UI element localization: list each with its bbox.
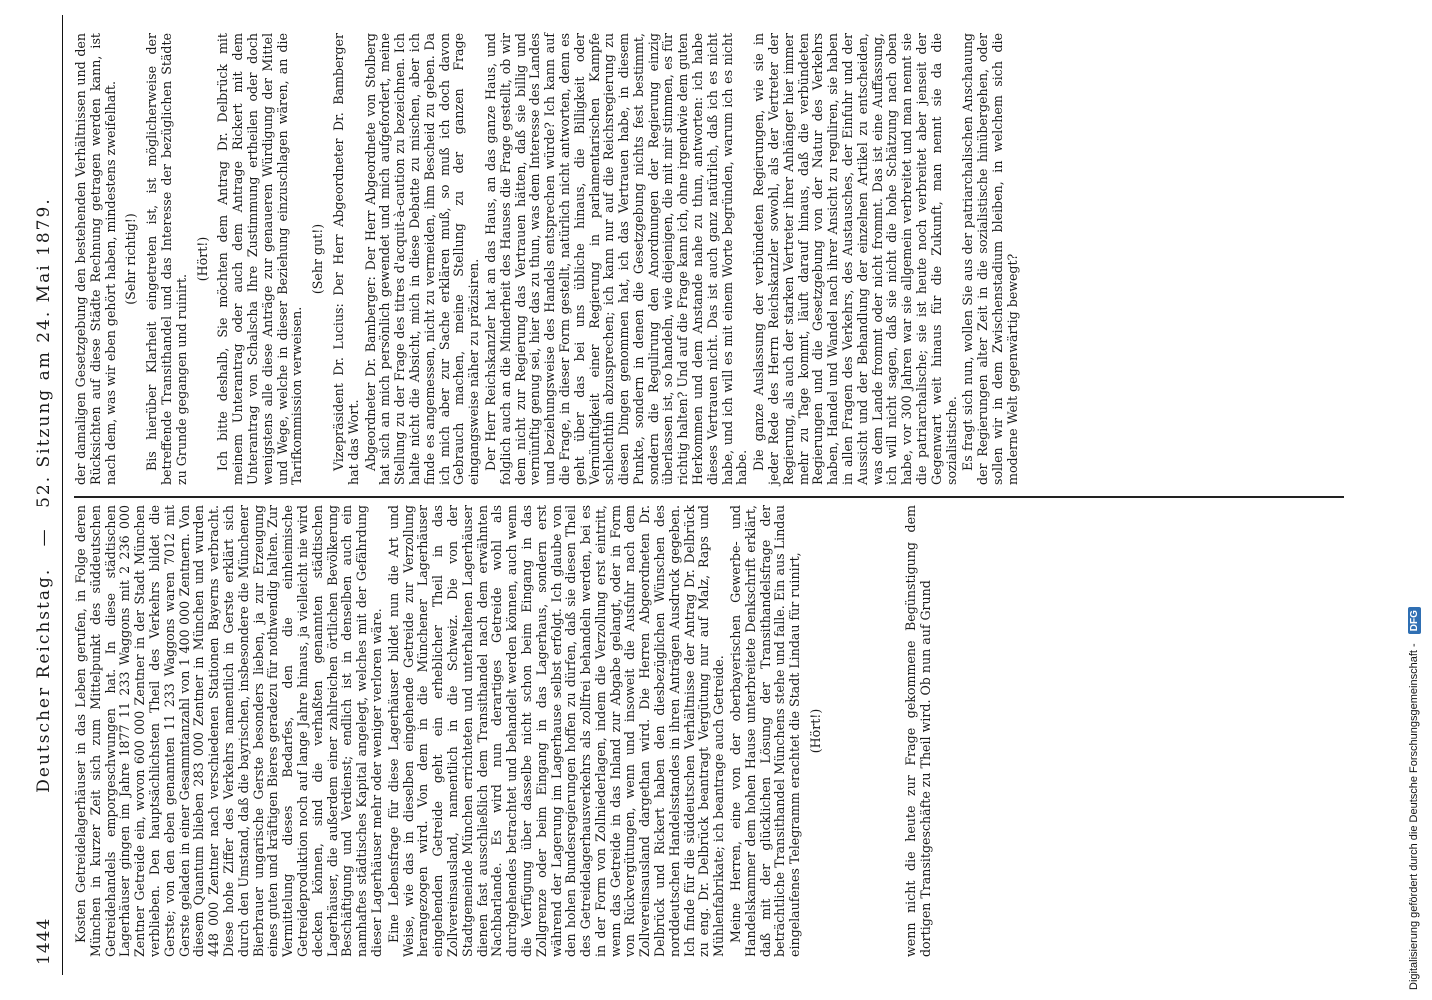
title-separator: — xyxy=(34,529,54,547)
paragraph: wenn nicht die heute zur Frage gekommene Begünstigung dem dortigen Transitgeschäfte zu Theil wird. Ob nun auf Grund xyxy=(903,505,933,957)
paragraph: Der Herr Reichskanzler hat an das Haus, an das ganze Haus, und folglich auch an die Minderheit des Hauses die Frage gestellt, ob wir dem nicht zur Regierung das Vertrauen hätten, daß sie billig und vernünftig genug sei, hier das zu thun, was dem Interesse des Landes und beziehungsweise des Handels entsprechen würde? Ich kann auf die Frage, in dieser Form gestellt, natürlich nicht antworten, denn es geht über das bei uns übliche hinaus, die Billigkeit oder Vernünftigkeit einer Regierung in parlamentarischen Kampfe schlechthin abzusprechen; ich kann nur auf die Reichsregierung zu diesen Dingen genommen hat, ich das Vertrauen habe, in diesem Punkte, sondern in denen die Gesetzgebung nichts fest bestimmt, sondern die Regulirung den Anordnungen der Regierung einzig überlassen ist, so handeln, wie diejenigen, die mit mir stimmen, es für richtig halten? Und auf die Frage kann ich, ohne irgendwie dem guten Herkommen und dem Anstande nahe zu thun, antworten: ich habe dieses Vertrauen nicht. Das ist auch ganz natürlich, daß ich es nicht habe, und ich will es mit einem Worte begründen, warum ich es nicht habe. xyxy=(482,33,750,485)
session-title: 52. Sitzung am 24. Mai 1879. xyxy=(34,197,54,508)
interjection: (Hört!) xyxy=(194,236,210,282)
publication-title: Deutscher Reichstag. xyxy=(34,567,54,793)
paragraph: Kosten Getreidelagerhäuser in das Leben gerufen, in Folge deren München in kurzer Zeit sich zum Mittelpunkt des süddeutschen Getreidehandels emporgeschwungen hat. In diese städtischen Lagerhäuser gingen im Jahre 1877 11 233 Waggons mit 2 236 000 Zentner Getreide ein, wovon 600 000 Zentner in der Stadt München verblieben. Den hauptsächlichsten Theil des Verkehrs bildet die Gerste; von den eben genannten 11 233 Waggons waren 7012 mit Gerste geladen in einer Gesammtanzahl von 1 400 000 Zentnern. Von diesem Quantum blieben 283 000 Zentner in München und wurden 448 000 Zentner nach verschiedenen Stationen Bayerns verbracht. Diese hohe Ziffer des Verkehrs namentlich in Gerste erklärt sich durch den Umstand, daß die bayrischen, insbesondere die Münchener Bierbrauer ungarische Gerste besonders lieben, ja zur Erzeugung eines guten und kräftigen Bieres geradezu für nothwendig halten. Zur Vermittelung dieses Bedarfes, den die einheimische Getreideproduktion noch auf lange Jahre hinaus, ja vielleicht nie wird decken können, sind die verhaßten genannten städtischen Lagerhäuser, die außerdem einer zahlreichen örtlichen Bevölkerung Beschäftigung und Verdienst; endlich ist in denselben auch ein namhaftes städtisches Kapital angelegt, welches mit der Gefährdung dieser Lagerhäuser mehr oder weniger verloren wäre. xyxy=(73,505,384,957)
digitization-credit xyxy=(1408,15,1421,990)
interjection: (Hört!) xyxy=(808,708,824,754)
paragraph: der damaligen Gesetzgebung den bestehenden Verhältnissen und den Rücksichten auf diese Städte Rechnung getragen werden kann, ist nach dem, was wir eben gehört haben, mindestens zweifelhaft. xyxy=(73,33,118,485)
dfg-logo: DFG xyxy=(1408,607,1421,634)
speaker-paragraph: Vizepräsident Dr. Lucius: Der Herr Abgeordneter Dr. Bamberger hat das Wort. xyxy=(330,33,361,485)
paragraph: Eine Lebensfrage für diese Lagerhäuser bildet nun die Art und Weise, wie das in dieselben eingehende Getreide zur Verzollung herangezogen wird. Von dem in die Münchener Lagerhäuser eingehenden Getreide geht ein erheblicher Theil in das Zollvereinsausland, namentlich in die Schweiz. Die von der Stadtgemeinde München errichteten und unterhaltenen Lagerhäuser dienen fast ausschließlich dem Transithandel nach dem erwähnten Nachbarlande. Es wird nun derartiges Getreide wohl als durchgehendes betrachtet und behandelt werden können, auch wenn die Verfügung über dasselbe nicht schon beim Eingang in das Zollgrenze oder beim Eingang in das Lagerhaus, sondern erst während der Lagerung im Lagerhause selbst erfolgt. Ich glaube von den hohen Bundesregierungen hoffen zu dürfen, daß sie diesen Theil des Getreidelagerhausverkehrs als zollfrei behandeln werden, bei es in der Form von Zollniederlagen, indem die Verzollung erst eintritt, wenn das Getreide in das Inland zur Abgabe gelangt, oder in Form von Rückvergütungen, wenn und insoweit die Ausfuhr nach dem Zollvereinsausland dargethan wird. Die Herren Abgeordneten Dr. Delbrück und Rickert haben den diesbezüglichen Wünschen des norddeutschen Handelsstandes in ihren Anträgen Ausdruck gegeben. Ich finde für die süddeutschen Verhältnisse der Antrag Dr. Delbrück zu eng. Dr. Delbrück beantragt Vergütung nur auf Malz, Raps und Mühlenfabrikate; ich beantrage auch Getreide. xyxy=(385,505,727,957)
paragraph: Ich bitte deshalb, Sie möchten dem Antrag Dr. Delbrück mit meinem Unterantrag oder auch dem Antrage Rickert mit dem Unterantrag von Schalscha Ihre Zustimmung ertheilen oder doch wenigstens alle diese Anträge zur genaueren Würdigung der Mittel und Wege, welche in dieser Beziehung einzuschlagen wären, an die Tarifkommission verweisen. xyxy=(215,33,305,485)
right-text-column xyxy=(74,33,1344,485)
paragraph: Meine Herren, eine von der oberbayerischen Gewerbe- und Handelskammer dem hohen Hause unterbreitete Denkschrift erklärt, daß mit der glücklichen Lösung der Transithandelsfrage der beträchtliche Transithandel Münchens stehe und falle. Ein aus Lindau eingelaufenes Telegramm erachtet die Stadt Lindau für ruinirt, xyxy=(728,505,803,957)
left-text-column xyxy=(74,505,866,957)
column-divider xyxy=(74,497,1344,499)
left-column-continuation xyxy=(904,505,934,957)
page-number: 1444 xyxy=(34,917,54,965)
paragraph: Bis hierüber Klarheit eingetreten ist, ist möglicherweise der betreffende Transithandel und das Interesse der bezüglichen Städte zu Grunde gegangen und ruinirt. xyxy=(144,33,189,485)
speaker-paragraph: Abgeordneter Dr. Bamberger: Der Herr Abgeordnete von Stolberg hat sich an mich persönlich gewendet und mich aufgefordert, meine Stellung zu der Frage des titres d'acquit-à-caution zu bezeichnen. Ich halte nicht die Absicht, mich in diese Debatte zu mischen, aber ich finde es angemessen, nicht zu vermeiden, ihm Bescheid zu geben. Da ich mich aber zur Sache erklären muß, so muß ich doch davon Gebrauch machen, meine Stellung zu der ganzen Frage eingangsweise näher zu präzisiren. xyxy=(362,33,482,485)
rotated-document-page xyxy=(22,15,1362,975)
page-header xyxy=(22,15,63,975)
interjection: (Sehr richtig!) xyxy=(123,213,139,305)
running-title xyxy=(34,15,54,975)
interjection: (Sehr gut!) xyxy=(310,223,326,295)
paragraph: Die ganze Auslassung der verbündeten Regierungen, wie sie in jeder Rede des Herrn Reichskanzler sowohl, als der Vertreter der Regierung, als auch der starken Vertreter ihrer Anhänger hier immer mehr zu Tage kommt, läuft darauf hinaus, daß die verbündeten Regierungen und die Gesetzgebung von der Natur des Verkehrs haben, Handel und Wandel nach ihrer Ansicht zu reguliren, sie haben in allen Fragen des Verkehrs, des Austausches, der Einfuhr und der Aussicht und der Behandlung der einzelnen Artikel zu entscheiden, was dem Lande frommt oder nicht frommt. Das ist eine Auffassung, ich will nicht sagen, daß sie nicht die hohe Schätzung nach oben habe, vor 300 Jahren war sie allgemein verbreitet und man nennt sie die patriarchalische; sie ist heute noch verbreitet aber jenseit der Gegenwart weit hinaus für die Zukunft, man nennt sie da die sozialistische. xyxy=(751,33,959,485)
paragraph: Es fragt sich nun, wollen Sie aus der patriarchalischen Anschauung der Regierungen alter Zeit in die sozialistische hinübergehen, oder sollen wir in dem Zwischenstadium bleiben, in welchem sich die moderne Welt gegenwärtig bewegt? xyxy=(960,33,1020,485)
credit-text: Digitalisierung gefördert durch die Deutsche Forschungsgemeinschaft - xyxy=(1408,640,1420,990)
